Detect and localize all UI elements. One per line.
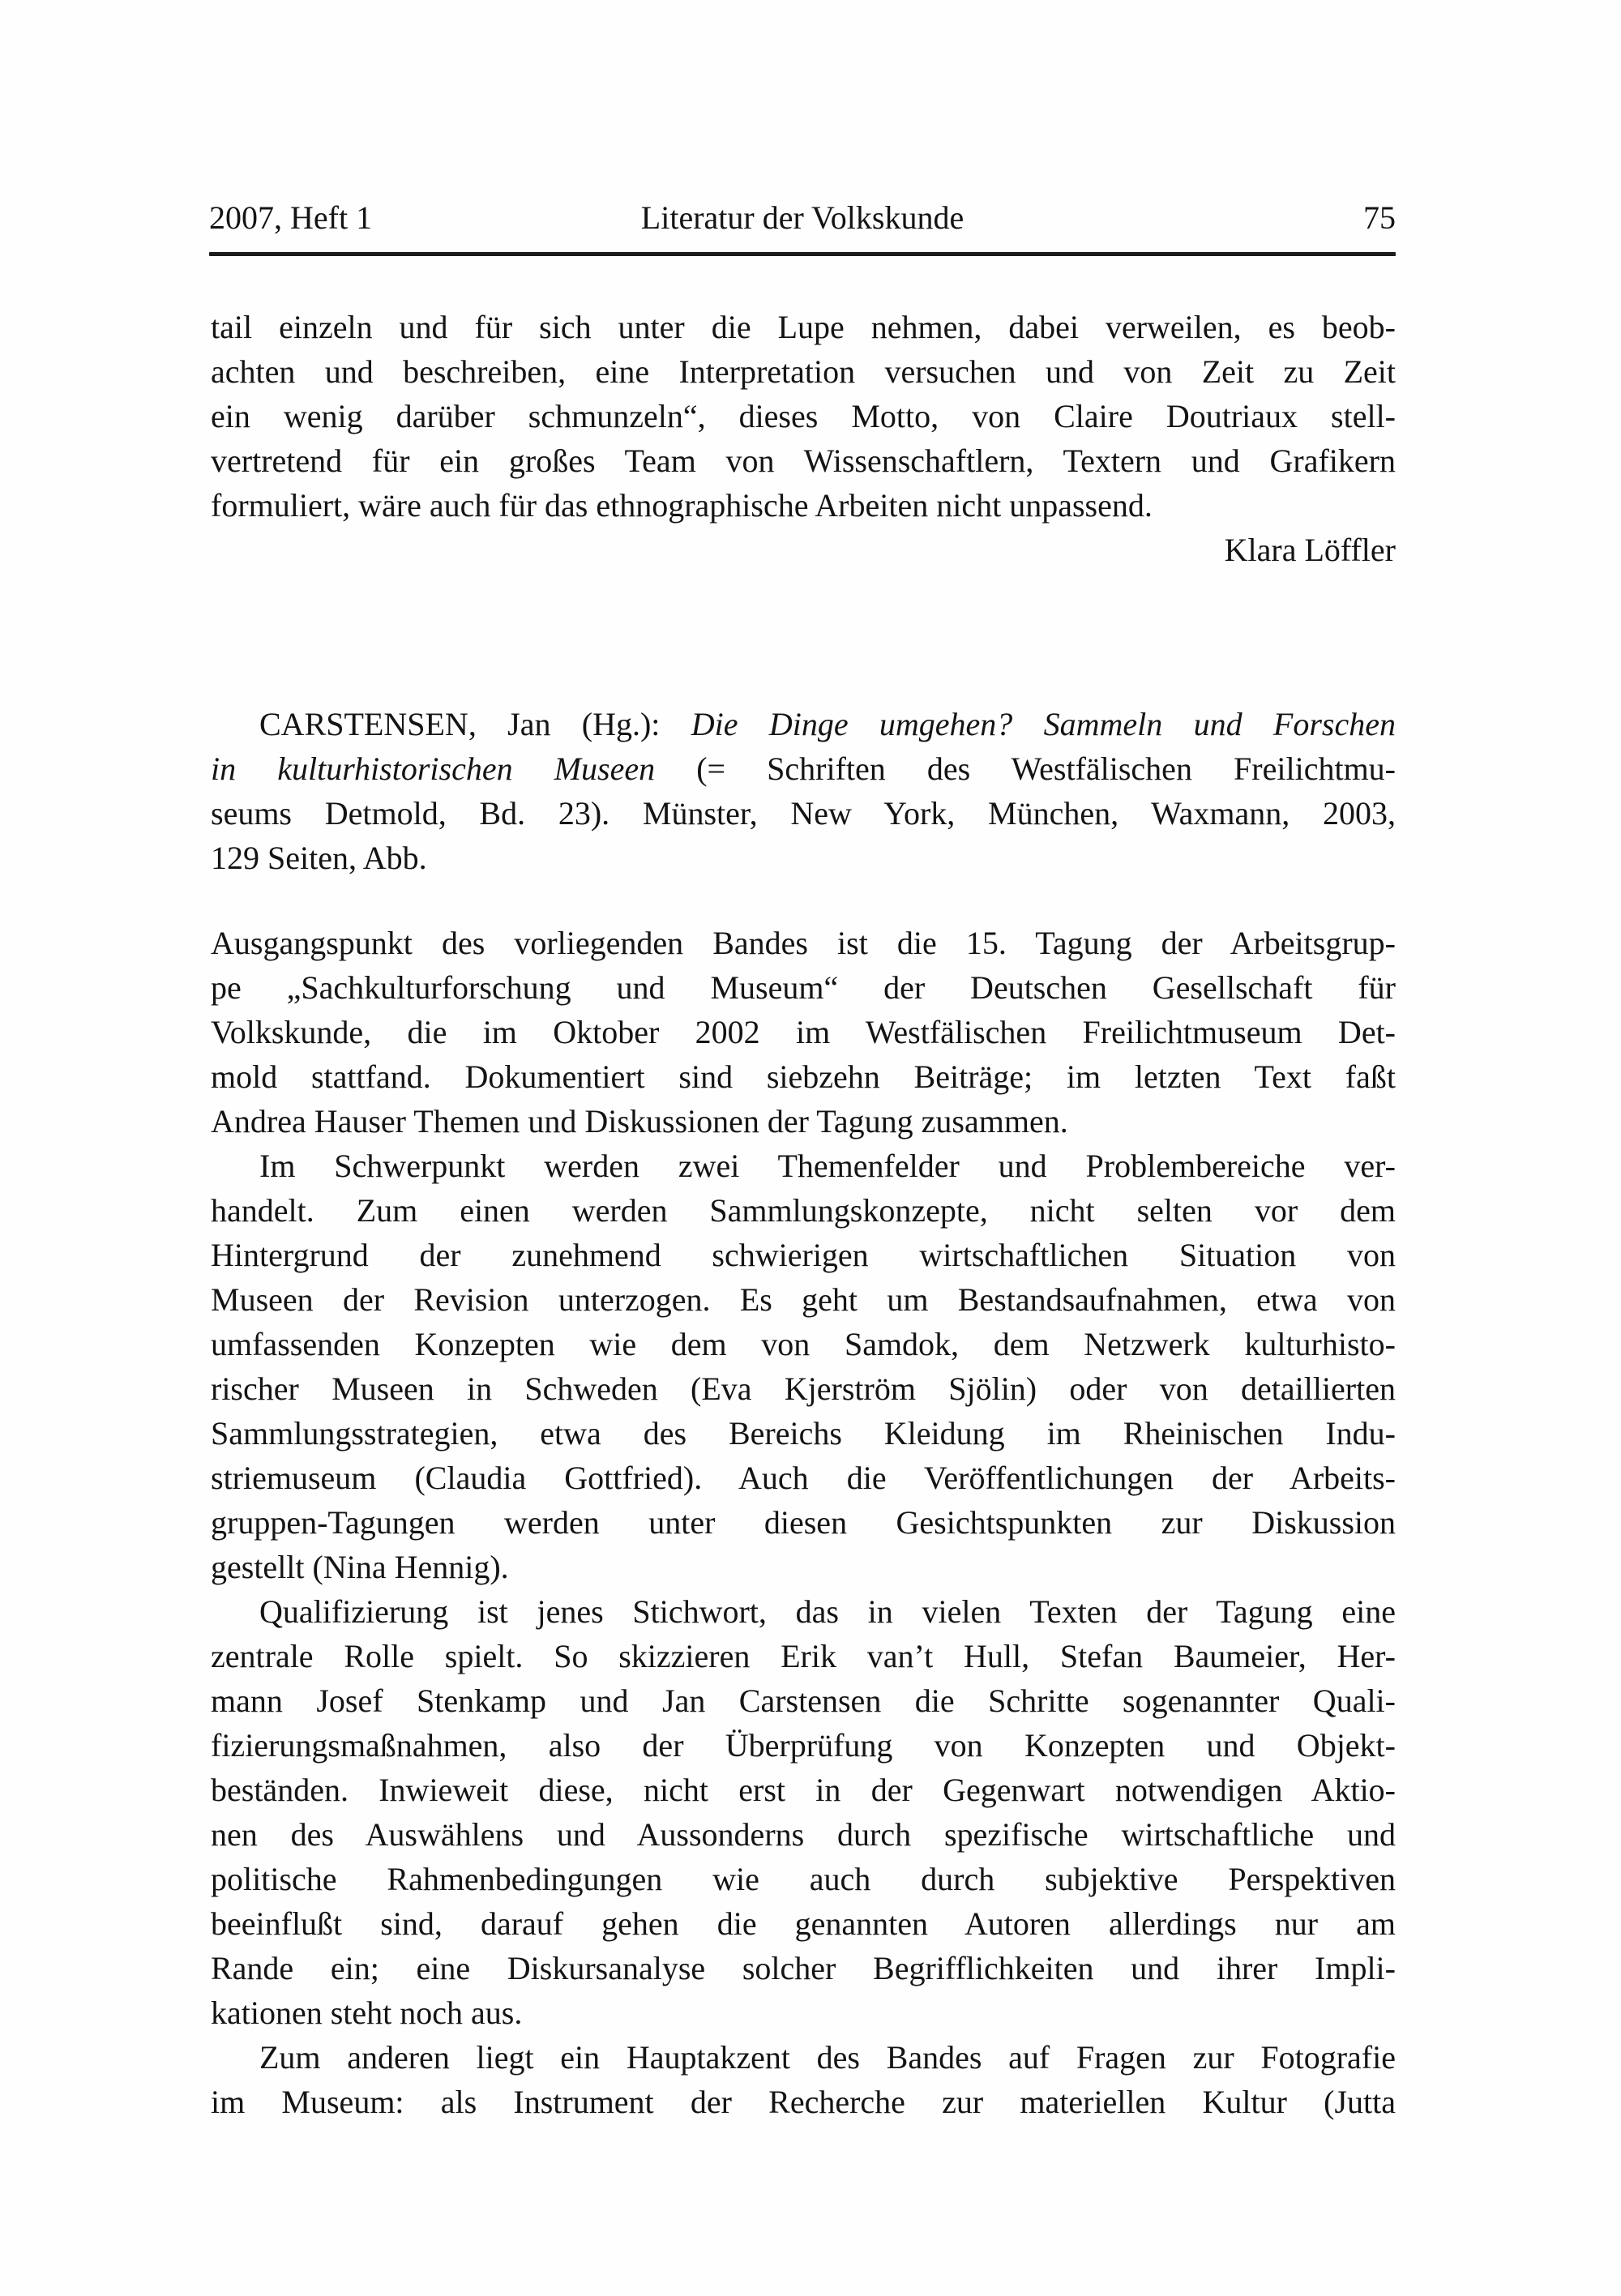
text-line: umfassenden Konzepten wie dem von Samdok, dem Netzwerk kulturhisto- — [211, 1326, 1396, 1362]
text-line: Rande ein; eine Diskursanalyse solcher Begrifflichkeiten und ihrer Impli- — [211, 1950, 1396, 1986]
text-line: gruppen-Tagungen werden unter diesen Gesichtspunkten zur Diskussion — [211, 1504, 1396, 1541]
citation-title-italic: Die Dinge umgehen? Sammeln und Forschen — [691, 706, 1396, 742]
header-issue: 2007, Heft 1 — [209, 199, 373, 236]
page-body — [211, 305, 1396, 2124]
text-line: im Museum: als Instrument der Recherche zur materiellen Kultur (Jutta — [211, 2084, 1396, 2120]
text-line: Zum anderen liegt ein Hauptakzent des Bandes auf Fragen zur Fotografie — [259, 2039, 1396, 2076]
header-journal-title: Literatur der Volkskunde — [640, 199, 964, 236]
text-line: mann Josef Stenkamp und Jan Carstensen die Schritte sogenannter Quali- — [211, 1682, 1396, 1719]
book-citation — [211, 702, 1396, 880]
text-line: achten und beschreiben, eine Interpretation versuchen und von Zeit zu Zeit — [211, 353, 1396, 390]
citation-line — [211, 746, 1396, 791]
page-header — [209, 200, 1396, 236]
text-line: Hintergrund der zunehmend schwierigen wirtschaftlichen Situation von — [211, 1237, 1396, 1273]
citation-line: seums Detmold, Bd. 23). Münster, New York, München, Waxmann, 2003, — [211, 795, 1396, 832]
text-line: formuliert, wäre auch für das ethnographische Arbeiten nicht unpassend. — [211, 487, 1153, 524]
text-line: tail einzeln und für sich unter die Lupe nehmen, dabei verweilen, es beob- — [211, 309, 1396, 345]
text-line: Sammlungsstrategien, etwa des Bereichs Kleidung im Rheinischen Indu- — [211, 1415, 1396, 1452]
header-page-number: 75 — [1363, 199, 1396, 236]
text-line: nen des Auswählens und Aussonderns durch spezifische wirtschaftliche und — [211, 1816, 1396, 1853]
text-line: mold stattfand. Dokumentiert sind siebzehn Beiträge; im letzten Text faßt — [211, 1058, 1396, 1095]
text-line: handelt. Zum einen werden Sammlungskonzepte, nicht selten vor dem — [211, 1192, 1396, 1229]
text-line: Volkskunde, die im Oktober 2002 im Westfälischen Freilichtmuseum Det- — [211, 1014, 1396, 1050]
paragraph-zum-anderen — [211, 2035, 1396, 2124]
reviewer-signature: Klara Löffler — [1224, 532, 1396, 568]
paragraph-schwerpunkt — [211, 1144, 1396, 1589]
text-line: Im Schwerpunkt werden zwei Themenfelder und Problembereiche ver- — [259, 1148, 1396, 1184]
text-line: fizierungsmaßnahmen, also der Überprüfung von Konzepten und Objekt- — [211, 1727, 1396, 1764]
citation-line — [211, 702, 1396, 746]
text-line: Museen der Revision unterzogen. Es geht um Bestandsaufnahmen, etwa von — [211, 1281, 1396, 1318]
citation-line: 129 Seiten, Abb. — [211, 840, 427, 876]
header-rule — [209, 252, 1396, 256]
text-line: gestellt (Nina Hennig). — [211, 1549, 509, 1585]
text-line: kationen steht noch aus. — [211, 1995, 523, 2031]
text-line: Andrea Hauser Themen und Diskussionen der Tagung zusammen. — [211, 1103, 1068, 1139]
text-line: beständen. Inwieweit diese, nicht erst in der Gegenwart notwendigen Aktio- — [211, 1772, 1396, 1808]
text-line: zentrale Rolle spielt. So skizzieren Erik van’t Hull, Stefan Baumeier, Her- — [211, 1638, 1396, 1674]
text-line: politische Rahmenbedingungen wie auch durch subjektive Perspektiven — [211, 1861, 1396, 1897]
text-line: ein wenig darüber schmunzeln“, dieses Motto, von Claire Doutriaux stell- — [211, 398, 1396, 434]
text-line: beeinflußt sind, darauf gehen die genannten Autoren allerdings nur am — [211, 1905, 1396, 1942]
paragraph-qualifizierung — [211, 1589, 1396, 2035]
text-line: Qualifizierung ist jenes Stichwort, das in vielen Texten der Tagung eine — [259, 1593, 1396, 1630]
text-line: pe „Sachkulturforschung und Museum“ der Deutschen Gesellschaft für — [211, 969, 1396, 1006]
citation-editor: CARSTENSEN, Jan (Hg.): — [259, 706, 661, 742]
text-line: vertretend für ein großes Team von Wissenschaftlern, Textern und Grafikern — [211, 443, 1396, 479]
text-line: rischer Museen in Schweden (Eva Kjerström Sjölin) oder von detaillierten — [211, 1370, 1396, 1407]
paragraph-ausgangspunkt — [211, 921, 1396, 1144]
text-line: striemuseum (Claudia Gottfried). Auch die Veröffentlichungen der Arbeits- — [211, 1460, 1396, 1496]
review-conclusion-paragraph — [211, 305, 1396, 572]
citation-series: (= Schriften des Westfälischen Freilichtmu- — [696, 750, 1396, 787]
citation-title-italic: in kulturhistorischen Museen — [211, 750, 656, 787]
text-line: Ausgangspunkt des vorliegenden Bandes ist die 15. Tagung der Arbeitsgrup- — [211, 925, 1396, 961]
